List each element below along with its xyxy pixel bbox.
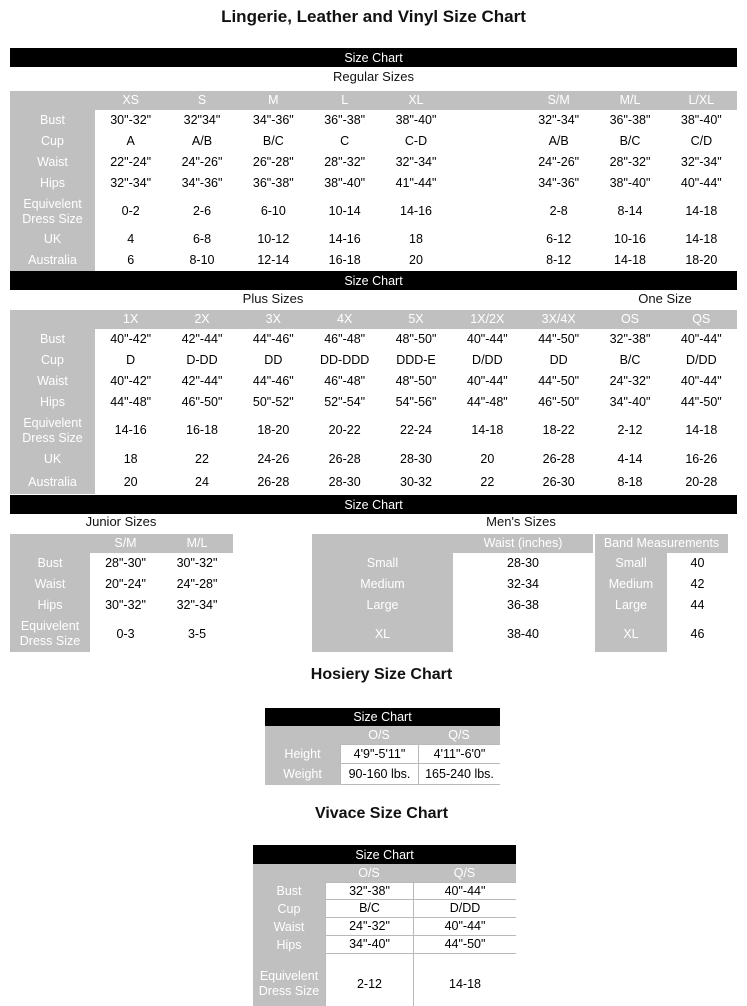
cell: 20 (380, 250, 451, 271)
table-row (10, 392, 737, 413)
corner-cell (10, 534, 90, 553)
row-label: Waist (10, 152, 95, 173)
row-label: Weight (265, 764, 340, 785)
cell: 32"-38" (325, 882, 413, 900)
size-chart-bar: Size Chart (10, 495, 737, 514)
row-label: Equivelent Dress Size (10, 413, 95, 448)
cell: 38"-40" (309, 173, 380, 194)
cell: 1X/2X (452, 310, 523, 329)
cell: 6 (95, 250, 166, 271)
cell: L (309, 91, 380, 110)
cell: 10-12 (238, 229, 309, 250)
cell: 8-14 (594, 194, 665, 229)
hosiery-chart-title: Hosiery Size Chart (310, 666, 453, 683)
table-row (253, 918, 516, 936)
cell: 24 (166, 471, 237, 494)
cell: 20"-24" (90, 574, 161, 595)
cell: S/M (523, 91, 594, 110)
cell: DD (238, 350, 309, 371)
cell: 30"-32" (90, 595, 161, 616)
cell: 18-22 (523, 413, 594, 448)
cell: 28-30 (453, 553, 593, 574)
cell: 24"-32" (325, 918, 413, 936)
cell: 20-28 (666, 471, 737, 494)
cell: 5X (380, 310, 451, 329)
header-row (10, 310, 737, 329)
cell: 42"-44" (166, 371, 237, 392)
size-chart-bar: Size Chart (265, 708, 500, 726)
cell: 40 (667, 553, 728, 574)
cell: 32-34 (453, 574, 593, 595)
vivace-chart-title: Vivace Size Chart (314, 805, 449, 822)
cell: 0-3 (90, 616, 161, 652)
row-label: Bust (10, 110, 95, 131)
cell: 40"-44" (666, 173, 737, 194)
mens-sizes-heading: Men's Sizes (486, 514, 556, 529)
cell: 32"-34" (95, 173, 166, 194)
cell (452, 194, 523, 229)
cell: XS (95, 91, 166, 110)
cell: 20 (95, 471, 166, 494)
row-label: Hips (253, 936, 325, 954)
row-label: Small (312, 553, 453, 574)
cell: 8-18 (594, 471, 665, 494)
row-label: Large (595, 595, 667, 616)
header-row (265, 726, 500, 744)
row-label: Medium (312, 574, 453, 595)
cell: 40"-44" (666, 371, 737, 392)
cell: 8-12 (523, 250, 594, 271)
cell: 46 (667, 616, 728, 652)
cell: 32"-38" (594, 329, 665, 350)
table-row (253, 882, 516, 900)
cell: 36-38 (453, 595, 593, 616)
cell: 18 (95, 448, 166, 471)
cell: 26-28 (309, 448, 380, 471)
cell: 44"-50" (523, 329, 594, 350)
cell: 52"-54" (309, 392, 380, 413)
cell: 40"-44" (452, 329, 523, 350)
corner-cell (265, 726, 340, 744)
table-row (253, 936, 516, 954)
row-label: XL (595, 616, 667, 652)
row-label: Bust (10, 329, 95, 350)
cell: 36"-38" (309, 110, 380, 131)
cell: 44"-48" (95, 392, 166, 413)
cell: A (95, 131, 166, 152)
cell: 16-18 (166, 413, 237, 448)
cell: 6-10 (238, 194, 309, 229)
cell: 2-12 (594, 413, 665, 448)
cell: 44 (667, 595, 728, 616)
cell: 20 (452, 448, 523, 471)
cell: 6-8 (166, 229, 237, 250)
cell (325, 954, 413, 962)
cell: 14-18 (666, 194, 737, 229)
cell: 4X (309, 310, 380, 329)
cell: 34"-36" (166, 173, 237, 194)
cell: 32"-34" (666, 152, 737, 173)
corner-cell (10, 310, 95, 329)
cell: 30"-32" (161, 553, 233, 574)
cell: C-D (380, 131, 451, 152)
cell: D/DD (666, 350, 737, 371)
cell: 10-14 (309, 194, 380, 229)
table-row (312, 574, 593, 595)
corner-cell (253, 864, 325, 882)
table-row (595, 616, 728, 652)
cell: B/C (238, 131, 309, 152)
table-row (595, 574, 728, 595)
row-label: Equivelent Dress Size (10, 616, 90, 652)
cell: 34"-40" (594, 392, 665, 413)
cell: 22-24 (380, 413, 451, 448)
cell: 2-12 (325, 962, 413, 1006)
cell: DDD-E (380, 350, 451, 371)
row-label: Cup (253, 900, 325, 918)
header-row (10, 534, 233, 553)
regular-sizes-heading: Regular Sizes (333, 69, 414, 84)
cell: 18 (380, 229, 451, 250)
cell: OS (594, 310, 665, 329)
table-row (10, 194, 737, 229)
cell: 44"-46" (238, 329, 309, 350)
row-label: Small (595, 553, 667, 574)
size-chart-bar: Size Chart (10, 271, 737, 290)
cell: 38"-40" (380, 110, 451, 131)
plus-sizes-heading: Plus Sizes (242, 291, 304, 306)
cell: XL (380, 91, 451, 110)
cell: 32"-34" (380, 152, 451, 173)
cell: 41"-44" (380, 173, 451, 194)
cell: 24"-26" (523, 152, 594, 173)
row-label: Bust (253, 882, 325, 900)
cell: 16-18 (309, 250, 380, 271)
cell: C/D (666, 131, 737, 152)
cell: S (166, 91, 237, 110)
cell: 4'11"-6'0" (418, 744, 500, 764)
cell: 22 (452, 471, 523, 494)
cell: 24"-28" (161, 574, 233, 595)
table-row (595, 595, 728, 616)
cell: 38"-40" (666, 110, 737, 131)
cell: 24-26 (238, 448, 309, 471)
cell: 48"-50" (380, 371, 451, 392)
row-label: Hips (10, 595, 90, 616)
table-row (10, 371, 737, 392)
cell: 2-8 (523, 194, 594, 229)
cell: 14-16 (309, 229, 380, 250)
cell: 90-160 lbs. (340, 764, 418, 785)
table-row (10, 448, 737, 471)
size-chart-bar: Size Chart (253, 845, 516, 864)
cell: DD-DDD (309, 350, 380, 371)
row-label: Medium (595, 574, 667, 595)
junior-sizes-table (10, 534, 233, 652)
row-label: Cup (10, 350, 95, 371)
table-row (10, 413, 737, 448)
cell: 46"-50" (523, 392, 594, 413)
cell: M/L (594, 91, 665, 110)
cell: 50"-52" (238, 392, 309, 413)
cell (413, 954, 516, 962)
header-cell: Waist (inches) (453, 534, 593, 553)
cell: 26-28 (523, 448, 594, 471)
cell: 40"-44" (413, 882, 516, 900)
cell: 42"-44" (166, 329, 237, 350)
cell: 44"-50" (413, 936, 516, 954)
cell: 14-18 (666, 229, 737, 250)
cell: 46"-48" (309, 329, 380, 350)
row-label: Hips (10, 392, 95, 413)
table-row (10, 152, 737, 173)
cell: 40"-42" (95, 371, 166, 392)
cell: O/S (325, 864, 413, 882)
plus-sizes-table (10, 310, 737, 494)
row-label: Waist (10, 371, 95, 392)
cell: 26-30 (523, 471, 594, 494)
row-label: Bust (10, 553, 90, 574)
mens-band-table (595, 534, 728, 652)
table-row (595, 553, 728, 574)
cell: 44"-48" (452, 392, 523, 413)
cell: 28"-32" (594, 152, 665, 173)
cell: 4 (95, 229, 166, 250)
row-label: Cup (10, 131, 95, 152)
cell: 4-14 (594, 448, 665, 471)
one-size-heading: One Size (638, 291, 692, 306)
corner-cell (312, 534, 453, 553)
table-row (265, 764, 500, 785)
table-row (10, 350, 737, 371)
cell: 2-6 (166, 194, 237, 229)
cell: D/DD (452, 350, 523, 371)
cell: 44"-50" (523, 371, 594, 392)
table-row (10, 553, 233, 574)
cell: O/S (340, 726, 418, 744)
cell: 14-18 (594, 250, 665, 271)
cell: 28-30 (309, 471, 380, 494)
cell: 20-22 (309, 413, 380, 448)
cell: 24"-26" (166, 152, 237, 173)
cell: 4'9"-5'11" (340, 744, 418, 764)
cell: 165-240 lbs. (418, 764, 500, 785)
cell: 3-5 (161, 616, 233, 652)
row-label: Height (265, 744, 340, 764)
cell: 34"-36" (238, 110, 309, 131)
cell: 44"-46" (238, 371, 309, 392)
cell (452, 250, 523, 271)
page-title: Lingerie, Leather and Vinyl Size Chart (221, 7, 526, 26)
cell: 26"-28" (238, 152, 309, 173)
table-row (10, 110, 737, 131)
table-row (10, 574, 233, 595)
table-row (253, 900, 516, 918)
cell: 3X/4X (523, 310, 594, 329)
cell (452, 229, 523, 250)
row-label: Waist (253, 918, 325, 936)
cell: 38"-40" (594, 173, 665, 194)
cell: 3X (238, 310, 309, 329)
cell: 14-16 (95, 413, 166, 448)
cell: C (309, 131, 380, 152)
row-label: UK (10, 229, 95, 250)
cell: 40"-44" (452, 371, 523, 392)
corner-cell (10, 91, 95, 110)
cell (452, 91, 523, 110)
cell: 40"-44" (666, 329, 737, 350)
cell: 6-12 (523, 229, 594, 250)
mens-waist-table (312, 534, 593, 652)
cell: 36"-38" (594, 110, 665, 131)
cell: 36"-38" (238, 173, 309, 194)
row-label (253, 954, 325, 962)
cell (452, 110, 523, 131)
header-row (595, 534, 728, 553)
cell: 48"-50" (380, 329, 451, 350)
row-label: Waist (10, 574, 90, 595)
header-cell: Band Measurements (595, 534, 728, 553)
table-row (10, 250, 737, 271)
cell: 14-18 (452, 413, 523, 448)
table-row (10, 616, 233, 652)
cell: 28-30 (380, 448, 451, 471)
row-label: Australia (10, 250, 95, 271)
cell: DD (523, 350, 594, 371)
size-chart-bar: Size Chart (10, 48, 737, 67)
cell: 28"-32" (309, 152, 380, 173)
table-row (10, 329, 737, 350)
cell: 22"-24" (95, 152, 166, 173)
row-label: Australia (10, 471, 95, 494)
row-label: Equivelent Dress Size (10, 194, 95, 229)
cell: 28"-30" (90, 553, 161, 574)
spacer-row (253, 954, 516, 962)
header-row (253, 864, 516, 882)
cell: 16-26 (666, 448, 737, 471)
cell: 44"-50" (666, 392, 737, 413)
cell: D-DD (166, 350, 237, 371)
cell: 1X (95, 310, 166, 329)
row-label: Hips (10, 173, 95, 194)
cell: 38-40 (453, 616, 593, 652)
junior-sizes-heading: Junior Sizes (85, 514, 157, 529)
cell: 32"-34" (523, 110, 594, 131)
table-row (265, 744, 500, 764)
cell: M (238, 91, 309, 110)
cell: 14-18 (413, 962, 516, 1006)
table-row (10, 229, 737, 250)
row-label: UK (10, 448, 95, 471)
cell: 54"-56" (380, 392, 451, 413)
cell (452, 131, 523, 152)
vivace-table (253, 845, 516, 1006)
cell: 30"-32" (95, 110, 166, 131)
cell: 18-20 (238, 413, 309, 448)
cell: 40"-42" (95, 329, 166, 350)
cell: D (95, 350, 166, 371)
cell: B/C (594, 350, 665, 371)
cell: 30-32 (380, 471, 451, 494)
table-row (253, 962, 516, 1006)
cell (452, 173, 523, 194)
table-row (312, 616, 593, 652)
regular-sizes-table (10, 91, 737, 271)
cell: 2X (166, 310, 237, 329)
header-row (10, 91, 737, 110)
cell: S/M (90, 534, 161, 553)
cell: 26-28 (238, 471, 309, 494)
cell: 8-10 (166, 250, 237, 271)
table-row (10, 471, 737, 494)
row-label: XL (312, 616, 453, 652)
cell: 46"-48" (309, 371, 380, 392)
table-row (10, 131, 737, 152)
cell: M/L (161, 534, 233, 553)
cell: B/C (325, 900, 413, 918)
cell: 40"-44" (413, 918, 516, 936)
cell: QS (666, 310, 737, 329)
cell: 18-20 (666, 250, 737, 271)
cell: 14-18 (666, 413, 737, 448)
cell: Q/S (418, 726, 500, 744)
cell: 46"-50" (166, 392, 237, 413)
cell: 34"-40" (325, 936, 413, 954)
cell: 42 (667, 574, 728, 595)
cell: 32"34" (166, 110, 237, 131)
cell (452, 152, 523, 173)
cell: D/DD (413, 900, 516, 918)
cell: A/B (523, 131, 594, 152)
row-label: Equivelent Dress Size (253, 962, 325, 1006)
table-row (312, 595, 593, 616)
row-label: Large (312, 595, 453, 616)
table-row (10, 173, 737, 194)
cell: B/C (594, 131, 665, 152)
cell: 32"-34" (161, 595, 233, 616)
cell: 34"-36" (523, 173, 594, 194)
cell: A/B (166, 131, 237, 152)
cell: 22 (166, 448, 237, 471)
hosiery-table (265, 708, 500, 785)
cell: 24"-32" (594, 371, 665, 392)
table-row (10, 595, 233, 616)
cell: L/XL (666, 91, 737, 110)
header-row (312, 534, 593, 553)
cell: 0-2 (95, 194, 166, 229)
cell: 14-16 (380, 194, 451, 229)
cell: 10-16 (594, 229, 665, 250)
table-row (312, 553, 593, 574)
cell: 12-14 (238, 250, 309, 271)
cell: Q/S (413, 864, 516, 882)
